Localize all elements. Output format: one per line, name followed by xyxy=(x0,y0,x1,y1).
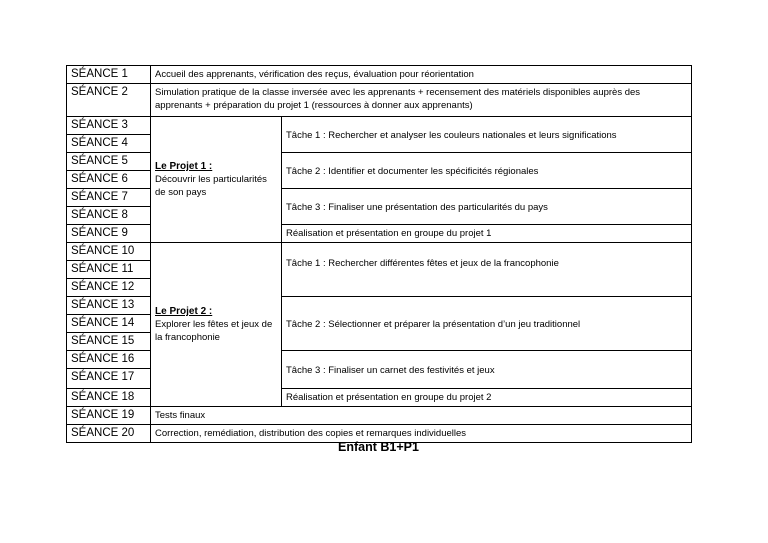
session-label: SÉANCE 1 xyxy=(67,66,151,84)
session-label: SÉANCE 5 xyxy=(67,153,151,171)
session-label: SÉANCE 7 xyxy=(67,189,151,207)
session-description: Simulation pratique de la classe inversée avec les apprenants + recensement des matériels disponibles auprès des apprenants + préparation du projet 1 (ressources à donner aux apprenants) xyxy=(151,84,692,117)
session-label: SÉANCE 15 xyxy=(67,333,151,351)
session-label: SÉANCE 11 xyxy=(67,261,151,279)
session-label: SÉANCE 19 xyxy=(67,407,151,425)
project-1-task-3: Tâche 3 : Finaliser une présentation des particularités du pays xyxy=(282,189,692,225)
session-label: SÉANCE 20 xyxy=(67,425,151,443)
session-label: SÉANCE 14 xyxy=(67,315,151,333)
table-caption: Enfant B1+P1 xyxy=(338,440,419,454)
session-label: SÉANCE 13 xyxy=(67,297,151,315)
session-description: Accueil des apprenants, vérification des reçus, évaluation pour réorientation xyxy=(151,66,692,84)
project-1-final: Réalisation et présentation en groupe du projet 1 xyxy=(282,225,692,243)
session-label: SÉANCE 10 xyxy=(67,243,151,261)
session-label: SÉANCE 6 xyxy=(67,171,151,189)
project-2-title: Le Projet 2 : xyxy=(155,306,213,317)
session-label: SÉANCE 16 xyxy=(67,351,151,369)
session-label: SÉANCE 8 xyxy=(67,207,151,225)
session-label: SÉANCE 18 xyxy=(67,389,151,407)
session-plan-table xyxy=(66,65,692,443)
project-2-task-3: Tâche 3 : Finaliser un carnet des festivités et jeux xyxy=(282,351,692,389)
project-1-title: Le Projet 1 : xyxy=(155,161,213,172)
session-description: Tests finaux xyxy=(151,407,692,425)
session-label: SÉANCE 12 xyxy=(67,279,151,297)
session-label: SÉANCE 17 xyxy=(67,369,151,389)
session-label: SÉANCE 3 xyxy=(67,117,151,135)
session-label: SÉANCE 2 xyxy=(67,84,151,117)
session-label: SÉANCE 9 xyxy=(67,225,151,243)
project-2-task-2: Tâche 2 : Sélectionner et préparer la présentation d’un jeu traditionnel xyxy=(282,297,692,351)
project-2-description: Explorer les fêtes et jeux de la francophonie xyxy=(155,319,273,343)
project-1-description: Découvrir les particularités de son pays xyxy=(155,174,267,198)
project-2-final: Réalisation et présentation en groupe du projet 2 xyxy=(282,389,692,407)
project-1-task-1: Tâche 1 : Rechercher et analyser les couleurs nationales et leurs significations xyxy=(282,117,692,153)
project-2-cell xyxy=(151,243,282,407)
session-description: Correction, remédiation, distribution des copies et remarques individuelles xyxy=(151,425,692,443)
project-1-cell xyxy=(151,117,282,243)
session-label: SÉANCE 4 xyxy=(67,135,151,153)
project-2-task-1: Tâche 1 : Rechercher différentes fêtes et jeux de la francophonie xyxy=(282,243,692,297)
project-1-task-2: Tâche 2 : Identifier et documenter les spécificités régionales xyxy=(282,153,692,189)
